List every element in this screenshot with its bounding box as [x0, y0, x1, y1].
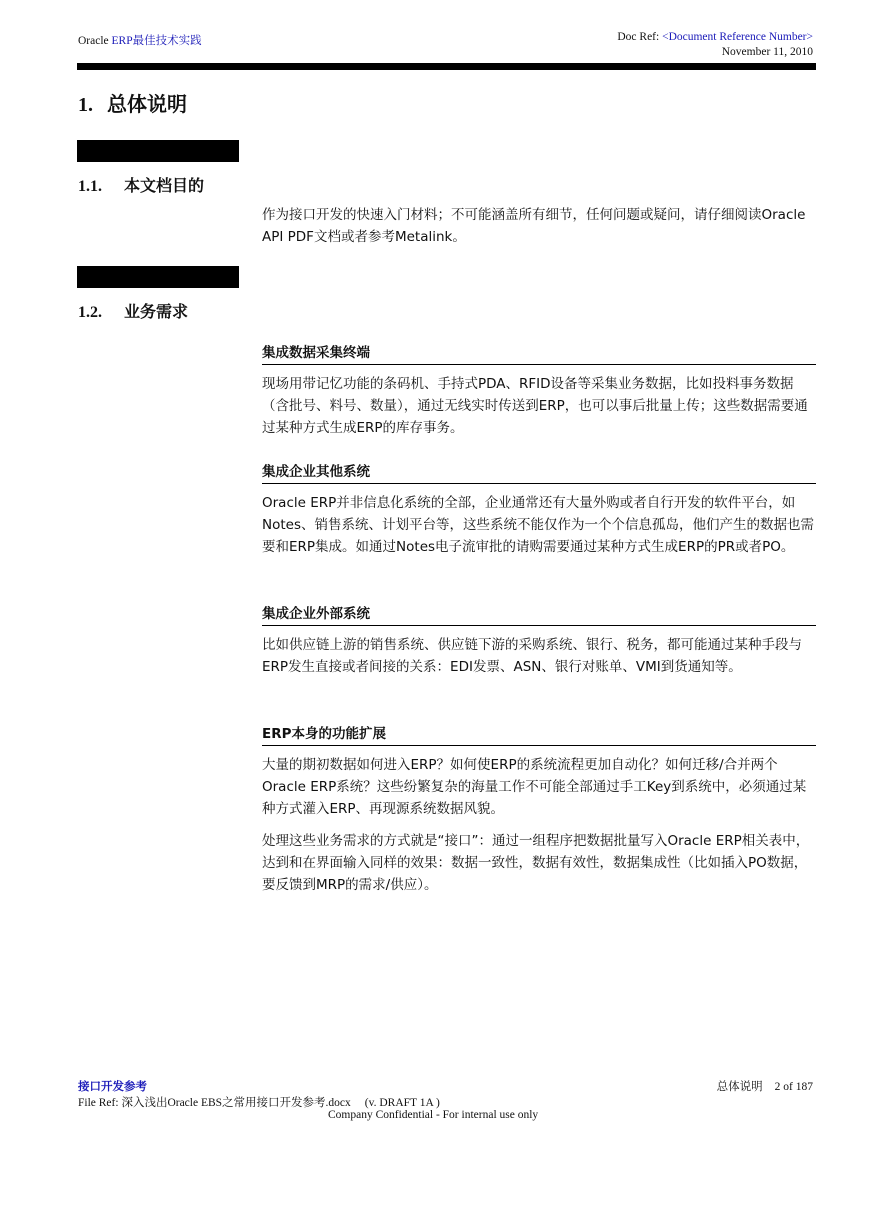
footer-confidential: Company Confidential - For internal use only — [328, 1109, 539, 1121]
subsection-heading-data-terminal: 集成数据采集终端 — [262, 341, 816, 365]
docref-label: Doc Ref: — [617, 31, 663, 43]
subsection-heading-external-systems: 集成企业外部系统 — [262, 602, 816, 626]
subsection-paragraph-data-terminal: 现场用带记忆功能的条码机、手持式PDA、RFID设备等采集业务数据，比如投料事务数据（含批号、料号、数量），通过无线实时传送到ERP，也可以事后批量上传；这些数据需要通过某种方式生成ERP的库存事务。 — [262, 376, 808, 436]
section-1-title: 总体说明 — [107, 92, 187, 116]
section-1-1-paragraph: 作为接口开发的快速入门材料；不可能涵盖所有细节，任何问题或疑问，请仔细阅读Oracle API PDF文档或者参考Metalink。 — [262, 207, 806, 245]
subsection-paragraph-external-systems: 比如供应链上游的销售系统、供应链下游的采购系统、银行、税务，都可能通过某种手段与ERP发生直接或者间接的关系：EDI发票、ASN、银行对账单、VMI到货通知等。 — [262, 637, 802, 675]
subsection-paragraph-other-systems: Oracle ERP并非信息化系统的全部，企业通常还有大量外购或者自行开发的软件平台，如Notes、销售系统、计划平台等，这些系统不能仅作为一个个信息孤岛，他们产生的数据也需要和ERP集成。如通过Notes电子流审批的请购需要通过某种方式生成ERP的PR或者PO。 — [262, 495, 814, 555]
section-1-1-heading — [78, 173, 204, 196]
section-1-heading — [78, 88, 187, 117]
section-1-1-bar — [77, 140, 239, 162]
header-product-highlight: ERP最佳技术实践 — [111, 35, 202, 47]
footer-file-name: File Ref: 深入浅出Oracle EBS之常用接口开发参考.docx — [78, 1097, 351, 1109]
header-docref — [617, 30, 813, 60]
section-1-1-title: 本文档目的 — [124, 176, 205, 195]
footer-file-ref — [78, 1094, 440, 1110]
header-product-prefix: Oracle — [78, 35, 112, 47]
section-1-2-heading — [78, 299, 188, 322]
section-1-number: 1. — [78, 94, 93, 116]
docref-value: <Document Reference Number> — [662, 31, 813, 43]
section-1-2-bar — [77, 266, 239, 288]
subsection-heading-erp-extension: ERP本身的功能扩展 — [262, 722, 816, 746]
subsection-paragraph-interface-definition: 处理这些业务需求的方式就是“接口”：通过一组程序把数据批量写入Oracle ERP相关表中，达到和在界面输入同样的效果：数据一致性，数据有效性，数据集成性（比如插入PO数据，要反馈到MRP的需求/供应）。 — [262, 833, 810, 893]
footer-page-number: 2 of 187 — [774, 1081, 813, 1093]
subsection-heading-other-systems: 集成企业其他系统 — [262, 460, 816, 484]
footer-section-name: 总体说明 — [716, 1079, 763, 1093]
footer-version: (v. DRAFT 1A ) — [364, 1097, 440, 1109]
footer-title: 接口开发参考 — [78, 1079, 147, 1093]
section-1-1-number: 1.1. — [78, 178, 102, 195]
header-product — [78, 32, 202, 48]
subsection-paragraph-erp-extension: 大量的期初数据如何进入ERP？如何使ERP的系统流程更加自动化？如何迁移/合并两个Oracle ERP系统？这些纷繁复杂的海量工作不可能全部通过手工Key到系统中，必须通过某种方式灌入ERP、再现源系统数据风貌。 — [262, 757, 807, 817]
section-1-2-number: 1.2. — [78, 304, 102, 321]
header-date: November 11, 2010 — [721, 46, 813, 58]
header-rule — [77, 63, 816, 70]
section-1-2-title: 业务需求 — [124, 302, 189, 321]
footer-page-info — [717, 1078, 813, 1094]
